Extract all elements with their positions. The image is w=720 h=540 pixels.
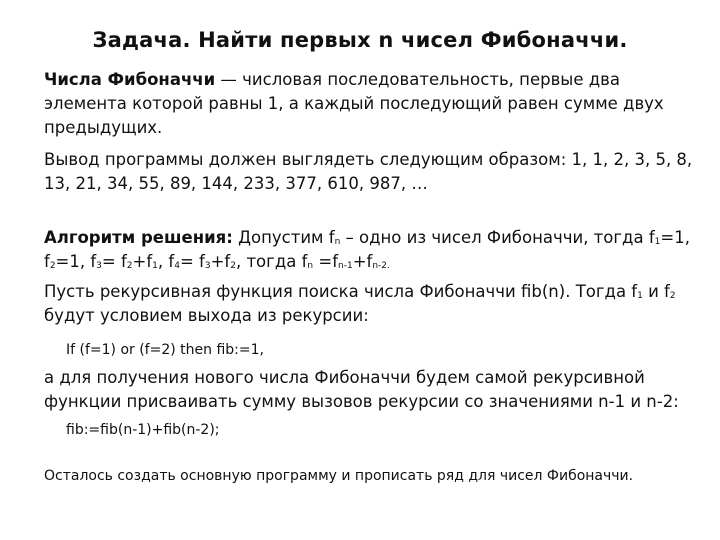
algo-text: =f <box>313 252 339 271</box>
algo-text: +f <box>210 252 231 271</box>
output-paragraph: Вывод программы должен выглядеть следующим образом: 1, 1, 2, 3, 5, 8, 13, 21, 34, 55, 89, 144, 233, 377, 610, 987, … <box>44 150 693 193</box>
recursion-sub: 2 <box>669 291 676 301</box>
algo-text: +f <box>352 252 373 271</box>
algorithm-label: Алгоритм решения: <box>44 228 233 247</box>
recursion-paragraph <box>44 280 694 328</box>
algo-sub: 1 <box>654 237 661 247</box>
sum-paragraph: а для получения нового числа Фибоначчи будем самой рекурсивной функции присваивать сумму вызовов рекурсии со значениями n-1 и n-2: <box>44 368 679 411</box>
slide-content <box>44 68 694 486</box>
algo-text: Допустим f <box>232 228 335 247</box>
algo-sub: 2 <box>49 261 56 271</box>
code-line-recursive-call: fib:=fib(n-1)+fib(n-2); <box>66 422 220 438</box>
slide-title: Задача. Найти первых n чисел Фибоначчи. <box>92 28 628 52</box>
algo-text: = f <box>101 252 127 271</box>
algo-text: , тогда f <box>235 252 308 271</box>
recursion-sub: 1 <box>637 291 643 301</box>
algo-text: =1, f <box>44 228 690 271</box>
algorithm-paragraph <box>44 226 694 274</box>
algo-sub: 3 <box>96 261 102 271</box>
algo-sub: 2 <box>126 261 133 271</box>
algo-sub: 1 <box>152 261 158 271</box>
algo-sub: n <box>334 237 341 247</box>
algo-text: +f <box>132 252 153 271</box>
algo-sub: n-2. <box>372 261 390 271</box>
recursion-text: Пусть рекурсивная функция поиска числа Фибоначчи fib(n). Тогда f <box>44 282 638 301</box>
algo-text: = f <box>179 252 205 271</box>
algo-sub: 2 <box>230 261 236 271</box>
definition-term: Числа Фибоначчи <box>44 70 216 89</box>
algo-sub: n <box>307 261 314 271</box>
algo-text: , f <box>157 252 175 271</box>
recursion-text: будут условием выхода из рекурсии: <box>44 306 369 325</box>
algo-text: – одно из чисел Фибоначчи, тогда f <box>340 228 655 247</box>
code-line-exit-condition: If (f=1) or (f=2) then fib:=1, <box>66 342 264 358</box>
closing-paragraph: Осталось создать основную программу и прописать ряд для чисел Фибоначчи. <box>44 468 634 484</box>
algo-sub: n-1 <box>338 261 353 271</box>
algo-sub: 4 <box>174 261 180 271</box>
definition-text: — числовая последовательность, первые два элемента которой равны 1, а каждый последующий равен сумме двух предыдущих. <box>44 70 664 137</box>
algo-sub: 3 <box>204 261 211 271</box>
algo-text: =1, f <box>55 252 97 271</box>
recursion-text: и f <box>642 282 670 301</box>
definition-paragraph <box>44 68 694 140</box>
